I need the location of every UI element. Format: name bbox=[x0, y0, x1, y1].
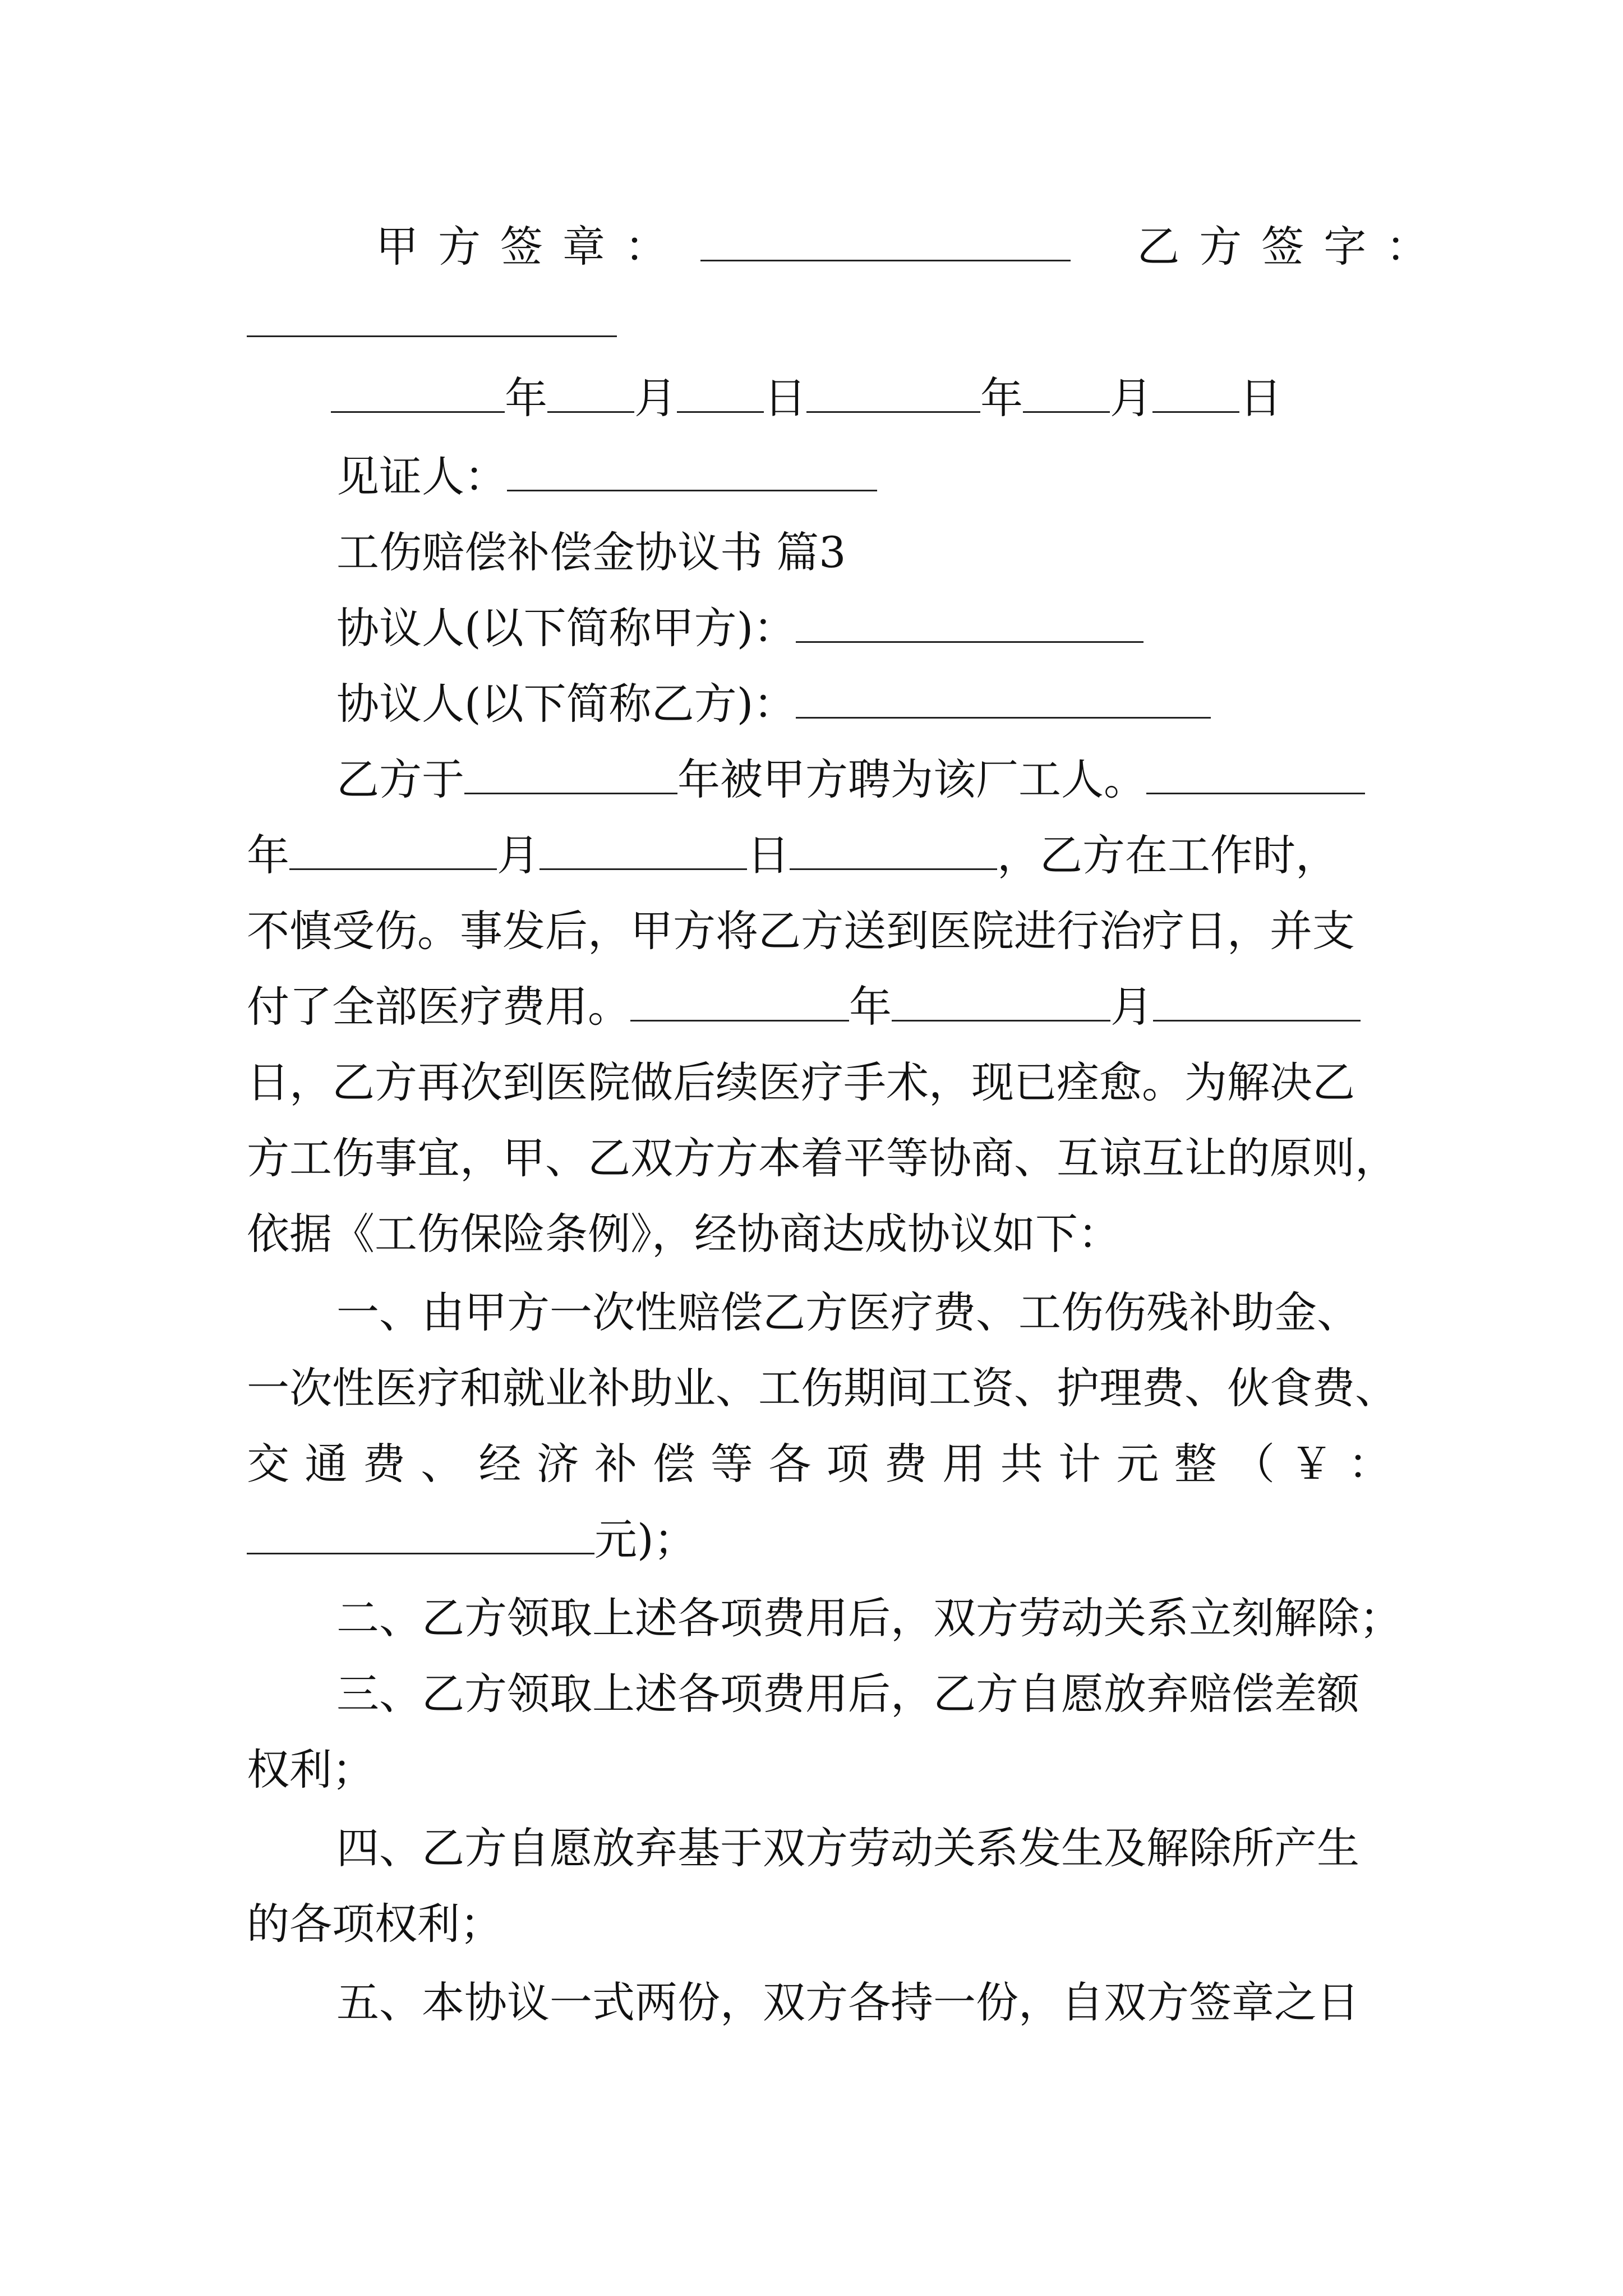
party-a-sign-label: 甲方签章： bbox=[376, 222, 687, 272]
body-line: 方工伤事宜，甲、乙双方方本着平等协商、互谅互让的原则， bbox=[247, 1133, 1398, 1183]
item-4-line: 四、乙方自愿放弃基于双方劳动关系发生及解除所产生 bbox=[336, 1823, 1359, 1873]
month-blank bbox=[547, 372, 634, 413]
amount-blank bbox=[247, 1513, 594, 1554]
body-line bbox=[336, 752, 1399, 808]
item-5-line: 五、本协议一式两份，双方各持一份，自双方签章之日 bbox=[336, 1977, 1359, 2027]
body-line: 不慎受伤。事发后，甲方将乙方送到医院进行治疗日，并支 bbox=[247, 906, 1355, 956]
party-a-blank bbox=[796, 602, 1144, 643]
item-4-line: 的各项权利； bbox=[247, 1899, 502, 1949]
body-line: 依据《工伤保险条例》，经协商达成协议如下： bbox=[247, 1209, 1121, 1259]
body-text: 年 bbox=[247, 830, 289, 880]
item-1-line: 交通费、经济补偿等各项费用共计元整（￥： bbox=[247, 1439, 1407, 1489]
item-1-line: 一、由甲方一次性赔偿乙方医疗费、工伤伤残补助金、 bbox=[336, 1287, 1359, 1337]
month-label: 月 bbox=[634, 373, 677, 423]
party-b-sign-label: 乙方签字： bbox=[1137, 222, 1449, 272]
item-1-line: 一次性医疗和就业补助业、工伤期间工资、护理费、伙食费、 bbox=[247, 1363, 1398, 1413]
year-label: 年 bbox=[980, 373, 1023, 423]
party-b-blank bbox=[796, 678, 1211, 719]
party-b-sign-blank bbox=[247, 296, 617, 337]
day-blank bbox=[1152, 372, 1239, 413]
day-label: 日 bbox=[764, 373, 806, 423]
body-line bbox=[247, 979, 1399, 1035]
date-row bbox=[247, 370, 1399, 426]
month-blank bbox=[1023, 372, 1110, 413]
item-3-line: 权利； bbox=[247, 1745, 375, 1795]
year-blank bbox=[630, 981, 849, 1022]
day-blank bbox=[677, 372, 764, 413]
doc-title: 工伤赔偿补偿金协议书 篇3 bbox=[336, 527, 846, 577]
body-text: 乙方于 bbox=[336, 754, 464, 804]
day-label: 日 bbox=[1239, 373, 1282, 423]
party-b-row bbox=[336, 676, 1399, 732]
item-2-line: 二、乙方领取上述各项费用后，双方劳动关系立刻解除； bbox=[336, 1593, 1402, 1643]
item-1-line bbox=[247, 1512, 1399, 1568]
body-text: 月 bbox=[497, 830, 540, 880]
witness-row bbox=[336, 449, 1399, 505]
day-blank bbox=[540, 829, 747, 870]
body-line: 日，乙方再次到医院做后续医疗手术，现已痊愈。为解决乙 bbox=[247, 1057, 1355, 1107]
month-label: 月 bbox=[1110, 373, 1152, 423]
party-a-label: 协议人(以下简称甲方)： bbox=[336, 603, 796, 653]
day-blank bbox=[1153, 981, 1361, 1022]
witness-blank bbox=[507, 450, 877, 491]
item-3-line: 三、乙方领取上述各项费用后，乙方自愿放弃赔偿差额 bbox=[336, 1669, 1359, 1719]
body-line bbox=[247, 827, 1399, 884]
year-label: 年 bbox=[505, 373, 547, 423]
body-text: 年 bbox=[849, 982, 892, 1032]
month-blank bbox=[289, 829, 497, 870]
party-a-row bbox=[336, 600, 1399, 656]
body-text: 付了全部医疗费用。 bbox=[247, 982, 630, 1032]
blank-field bbox=[790, 829, 997, 870]
party-b-label: 协议人(以下简称乙方)： bbox=[336, 679, 796, 729]
body-text: 年被甲方聘为该厂工人。 bbox=[677, 754, 1146, 804]
year-blank bbox=[464, 753, 677, 794]
year-blank bbox=[806, 372, 980, 413]
year-blank bbox=[331, 372, 505, 413]
body-text: 日 bbox=[747, 830, 790, 880]
year-blank bbox=[1146, 753, 1365, 794]
body-text: 元)； bbox=[594, 1515, 697, 1565]
signature-row bbox=[376, 219, 1449, 275]
party-b-sign-blank-row bbox=[247, 295, 1399, 351]
witness-label: 见证人： bbox=[336, 452, 507, 501]
month-blank bbox=[892, 981, 1110, 1022]
body-text: ，乙方在工作时， bbox=[997, 830, 1338, 880]
party-a-sign-blank bbox=[700, 220, 1071, 261]
body-text: 月 bbox=[1110, 982, 1153, 1032]
